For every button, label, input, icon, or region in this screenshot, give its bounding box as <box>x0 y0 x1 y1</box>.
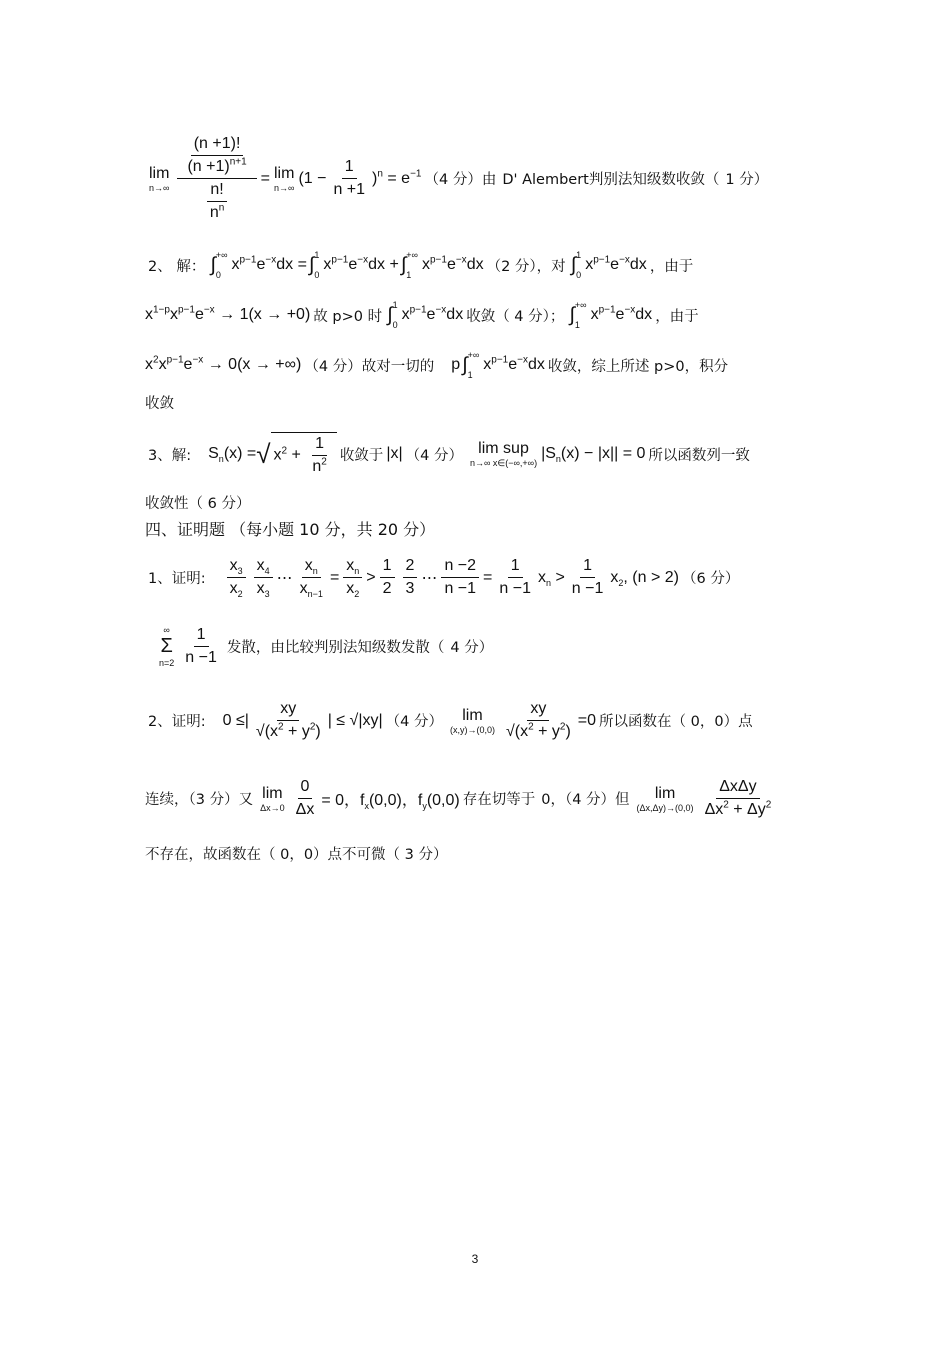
lim-xy: lim (x,y)→(0,0) <box>449 706 495 735</box>
p2-zero2: 0，（4 分）但 <box>541 792 630 808</box>
p2-exist: 存在切等于 <box>462 792 536 808</box>
p2-line-1: 2、证明: 0 ≤| $\frac{xy}{√(x^2 + y^2)}$ | ≤ √|xy| （4 分） lim (x,y)→(0,0) $\frac{xy}{√(x^2 + y^2)}$ =0 所以函数在（ 0，0）点 <box>148 700 753 740</box>
q3-score: （4 分） <box>405 447 463 464</box>
q2-score-c: （4 分）故对一切的 <box>304 358 435 375</box>
ratio-test-line: lim n→∞ $\frac{\frac{(n +1)!}{(n +1)^{n+1}}}{\frac{n!}{n^n}}$ = lim n→∞ (1 − $\frac{1}{n +1}$ )$^n = e^{-1}$ （4 分）由 D' Alembert判别法知级数收敛（ 1 分） <box>149 135 769 221</box>
ratio-score: （4 分）由 <box>424 172 497 188</box>
p2-cont-score: 连续，（3 分）又 <box>145 792 254 808</box>
p2-zero: =0 <box>577 711 597 729</box>
integral-0-1: ∫ 1 0 <box>308 250 320 280</box>
q2-score-b: 故 p>0 时 <box>313 308 383 325</box>
integral-0-inf: ∫ +∞ 0 <box>210 250 228 280</box>
p1-score: （6 分） <box>681 571 740 587</box>
p1-line-2: ∞ Σ n=2 $\frac{1}{n -1}$ 发散，由比较判别法知级数发散（ 4 分） <box>159 625 494 668</box>
q3-converge: 收敛于 <box>339 447 384 464</box>
q2-by2: ，由于 <box>655 308 699 325</box>
ratio-fraction: $\frac{\frac{(n +1)!}{(n +1)^{n+1}}}{\frac{n!}{n^n}}$ <box>177 135 256 222</box>
q2-label: 2、 解： <box>148 258 206 275</box>
q2-line-4 <box>145 392 810 413</box>
p1-diverge: 发散，由比较判别法知级数发散（ <box>226 640 445 656</box>
lim-dx: lim Δx→0 <box>260 784 285 813</box>
q3-cont: 收敛性（ 6 分） <box>145 496 251 512</box>
integral-1-inf-b: ∫ +∞ 1 <box>569 300 587 330</box>
sqrt-expression: √ $x^2$ + $\frac{1}{n^2}$ <box>256 432 337 476</box>
q3-so: 所以函数列一致 <box>648 447 750 464</box>
q3-line-2 <box>145 492 810 513</box>
integral-0-1-c: ∫ 1 0 <box>387 300 398 330</box>
integral-1-inf-c: ∫ +∞ 1 <box>462 350 480 380</box>
p1-line-1: 1、证明: $\frac{x_3}{x_2}$ $\frac{x_4}{x_3}$ ⋯ $\frac{x_n}{x_{n-1}}$ = $\frac{x_n}{x_2}$ > $\frac{1}{2}$ $\frac{2}{3}$ ⋯ $\frac{n -2}{n -1}$ = $\frac{1}{n -1}$ $x_n$ > $\frac{1}{n -1}$ $x_2$, (n > 2) （6 分） <box>148 557 740 600</box>
q2-p: p <box>451 356 461 373</box>
p1-label: 1、证明: <box>148 571 206 587</box>
p2-so: 所以函数在（ 0，0）点 <box>599 714 753 730</box>
section-heading: 四、证明题 （每小题 10 分，共 20 分） <box>145 520 436 539</box>
ratio-criterion: D' Alembert判别法知级数收敛（ <box>502 172 720 188</box>
q2-line-1: 2、 解： ∫ +∞ 0 $x^{p-1}e^{-x}dx$ = ∫ 1 0 $x^{p-1}e^{-x}dx$ + ∫ +∞ 1 $x^{p-1}e^{-x}dx$ （2 分），对 ∫ 1 0 $x^{p-1}e^{-x}dx$ ，由于 <box>148 250 694 280</box>
lim-dxdy: lim (Δx,Δy)→(0,0) <box>636 784 694 813</box>
q2-conclude: 收敛，综上所述 p>0，积分 <box>547 358 729 375</box>
q3-label: 3、解: <box>148 447 192 464</box>
lim-expression-2: lim n→∞ <box>274 164 295 193</box>
p2-line-3 <box>145 843 810 864</box>
p1-score2: 4 分） <box>450 640 494 656</box>
lim-expression: lim n→∞ <box>149 164 170 193</box>
page-number: 3 <box>471 1252 479 1266</box>
q2-score-a: （2 分），对 <box>486 258 566 275</box>
integral-1-inf: ∫ +∞ 1 <box>400 250 418 280</box>
q2-cont: 收敛 <box>145 396 174 412</box>
q2-line-3: $x^2x^{p-1}e^{-x} \to 0(x$ → +∞) （4 分）故对一切的 p ∫ +∞ 1 $x^{p-1}e^{-x}dx$ 收敛，综上所述 p>0，积分 <box>145 350 729 380</box>
q2-line-2: $x^{1-p}x^{p-1}e^{-x} \to 1(x \to +0)$ 故 p>0 时 ∫ 1 0 $x^{p-1}e^{-x}dx$ 收敛（ 4 分）； ∫ +∞ 1 $x^{p-1}e^{-x}dx$ ，由于 <box>145 300 699 330</box>
q2-by: ，由于 <box>649 258 694 275</box>
q2-converge: 收敛（ 4 分）； <box>466 308 565 325</box>
p2-label: 2、证明: <box>148 714 206 730</box>
p2-line-2: 连续，（3 分）又 lim Δx→0 $\frac{0}{\Delta x}$ = 0，$f_x(0,0)$，$f_y(0,0)$ 存在切等于 0，（4 分）但 lim (Δx,Δy)→(0,0) $\frac{\text{ΔxΔy}}{\Delta x^2 + \Delta y^2}$ <box>145 778 772 818</box>
ratio-score2: 1 分） <box>725 172 769 188</box>
p2-score: （4 分） <box>385 714 443 730</box>
lim-sup: lim sup n→∞ x∈(−∞,+∞) <box>469 439 538 468</box>
q3-line-1: 3、解: $S_n(x)$ = √ $x^2$ + $\frac{1}{n^2}$ 收敛于 |x| （4 分） lim sup n→∞ x∈(−∞,+∞) $|S_n(x) - |x|| = 0$ 所以函数列一致 <box>145 432 810 476</box>
fraction-1-over-n1: $\frac{1}{n +1}$ <box>333 158 366 198</box>
integral-0-1-b: ∫ 1 0 <box>570 250 582 280</box>
sum-symbol: ∞ Σ n=2 <box>159 625 175 668</box>
p2-notexist: 不存在，故函数在（ 0，0）点不可微（ 3 分） <box>145 847 448 863</box>
